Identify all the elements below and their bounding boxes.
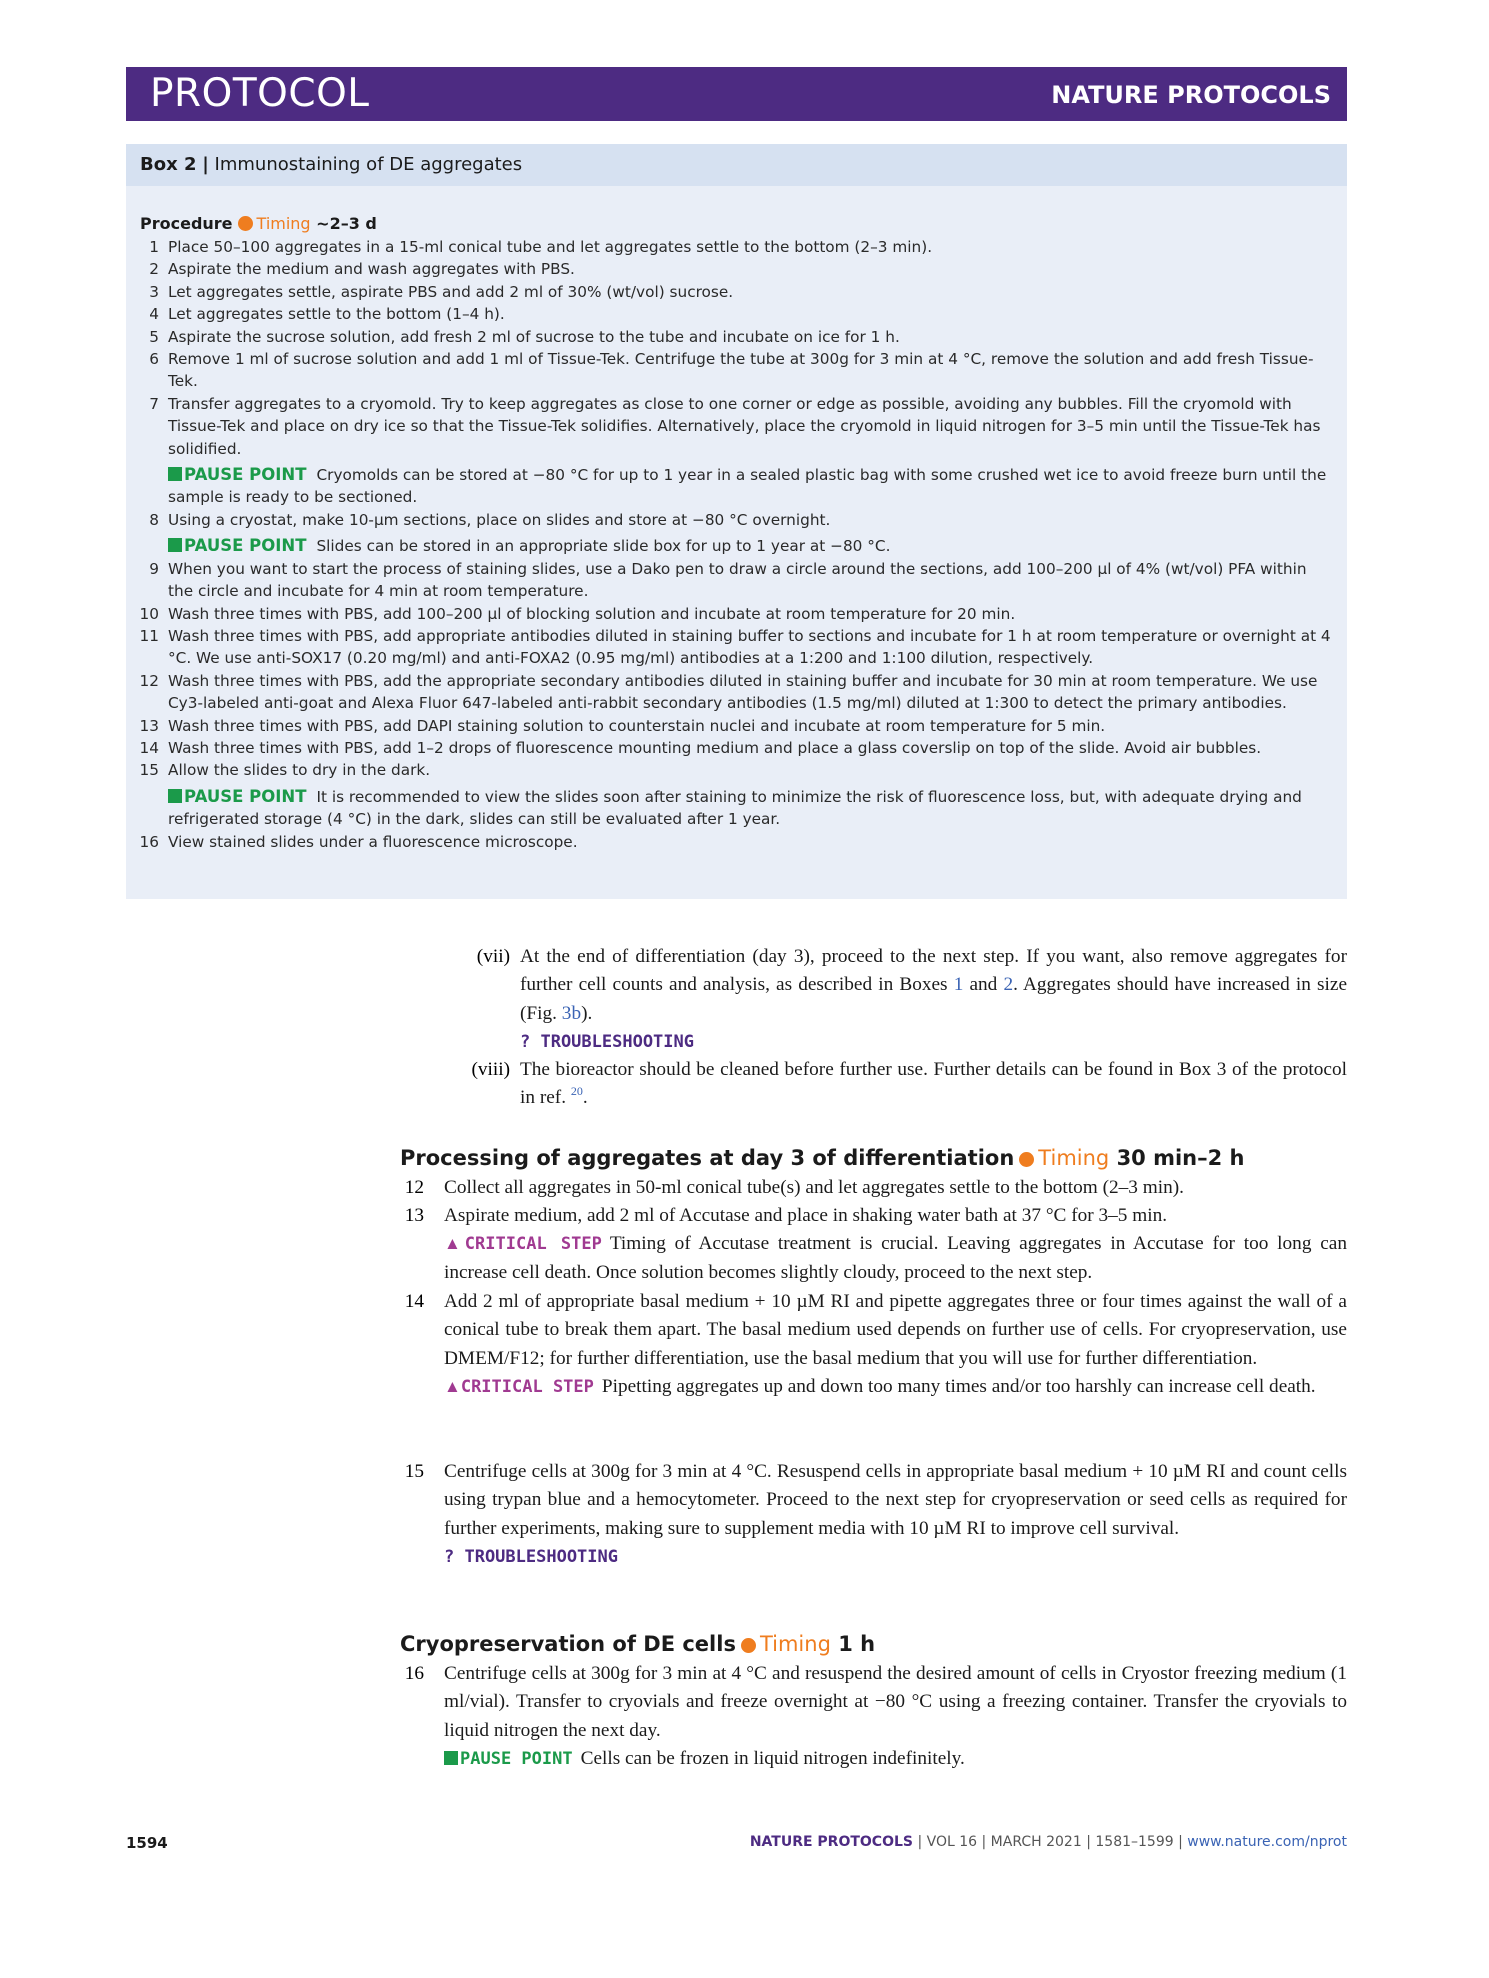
substep-number: (viii) xyxy=(471,1059,510,1080)
box-step xyxy=(126,759,1347,781)
pause-label: PAUSE POINT xyxy=(184,536,307,556)
timing-value: 1 h xyxy=(838,1632,876,1656)
step-number: 15 xyxy=(139,761,159,780)
substep-text: . xyxy=(582,1087,588,1109)
box-2 xyxy=(126,144,1347,899)
pause-point xyxy=(126,464,1347,509)
step-number: 6 xyxy=(149,350,159,369)
step-text: Let aggregates settle to the bottom (1–4 h). xyxy=(168,305,505,324)
box-steps xyxy=(126,236,1347,853)
page-number: 1594 xyxy=(126,1834,168,1852)
step-text: Add 2 ml of appropriate basal medium + 10 µM RI and pipette aggregates three or four times against the wall of a conical tube to break them apart. The basal medium used depends on further use of cells. For cryopreservation, use DMEM/F12; for further differentiation, use the basal medium that you will use for further differentiation. xyxy=(444,1291,1347,1369)
step-number: 1 xyxy=(149,238,159,256)
step-text: Remove 1 ml of sucrose solution and add 1 ml of Tissue-Tek. Centrifuge the tube at 300g for 3 min at 4 °C, remove the solution and add fresh Tissue-Tek. xyxy=(168,350,1314,391)
pause-point xyxy=(126,786,1347,831)
step-13 xyxy=(444,1202,1347,1287)
box-ref-link[interactable]: 1 xyxy=(953,974,964,996)
step-text: Centrifuge cells at 300g for 3 min at 4 °C and resuspend the desired amount of cells in Cryostor freezing medium (1 ml/vial). Transfer to cryovials and freeze overnight at −80 °C using a freezing container. Transfer the cryovials to liquid nitrogen the next day. xyxy=(444,1663,1347,1741)
pause-label: PAUSE POINT xyxy=(460,1748,573,1769)
critical-triangle-icon: ▲ xyxy=(444,1376,461,1396)
footer-sep: | xyxy=(1178,1834,1183,1850)
substep-text: ). xyxy=(581,1002,593,1024)
page-header xyxy=(126,67,1347,121)
step-number: 3 xyxy=(149,282,159,301)
pause-text: It is recommended to view the slides soon after staining to minimize the risk of fluorescence loss, but, with adequate drying and refrigerated storage (4 °C) in the dark, slides can still be evaluated after 1 year. xyxy=(168,787,1302,829)
step-12: Collect all aggregates in 50-ml conical tube(s) and let aggregates settle to the bottom (2–3 min). xyxy=(444,1177,1184,1198)
substep-number: (vii) xyxy=(476,946,510,967)
footer-sep: | xyxy=(917,1834,923,1850)
step-number: 11 xyxy=(139,626,159,645)
section-heading xyxy=(400,1631,875,1657)
box-step xyxy=(126,831,1347,853)
pause-square-icon xyxy=(168,789,182,803)
step-text: Wash three times with PBS, add appropriate antibodies diluted in staining buffer to sections and incubate for 1 h at room temperature or overnight at 4 °C. We use anti-SOX17 (0.20 mg/ml) and anti-FOXA2 (0.95 mg/ml) antibodies at a 1:200 and 1:100 dilution, respectively. xyxy=(168,626,1331,668)
step-number: 7 xyxy=(149,394,159,413)
box-title-sep: | xyxy=(202,154,209,175)
pause-text: Slides can be stored in an appropriate slide box for up to 1 year at −80 °C. xyxy=(316,537,891,556)
timing-label: Timing xyxy=(1038,1146,1110,1170)
pause-text: Cells can be frozen in liquid nitrogen indefinitely. xyxy=(580,1747,965,1769)
timing-label: Timing xyxy=(759,1632,831,1656)
procedure-label: Procedure xyxy=(140,214,233,233)
step-number: 12 xyxy=(139,671,159,690)
step-text: Wash three times with PBS, add DAPI staining solution to counterstain nuclei and incubate at room temperature for 5 min. xyxy=(168,716,1106,735)
step-text: Aspirate the sucrose solution, add fresh 2 ml of sucrose to the tube and incubate on ice for 1 h. xyxy=(168,327,900,346)
pause-point xyxy=(126,535,1347,557)
box-step xyxy=(126,348,1347,393)
footer-citation xyxy=(750,1834,1347,1850)
footer-sep: | xyxy=(1086,1834,1091,1850)
box-label: Box 2 xyxy=(140,154,197,175)
footer-pages: 1581–1599 xyxy=(1095,1834,1174,1850)
footer-url-link[interactable]: www.nature.com/nprot xyxy=(1187,1834,1347,1850)
timing-value: ~2–3 d xyxy=(316,214,377,233)
step-number: 16 xyxy=(139,832,159,851)
critical-label: CRITICAL STEP xyxy=(464,1234,602,1255)
pause-square-icon xyxy=(168,467,182,481)
step-15 xyxy=(444,1458,1347,1571)
box-step xyxy=(126,509,1347,531)
substep-viii xyxy=(520,1056,1347,1113)
substep-text: At the end of differentiation (day 3), proceed to the next step. If you want, also remove aggregates for further cell counts and analysis, as described in Boxes xyxy=(520,946,1347,996)
step-number: 5 xyxy=(149,327,159,346)
step-text: Let aggregates settle, aspirate PBS and add 2 ml of 30% (wt/vol) sucrose. xyxy=(168,282,734,301)
timing-label: Timing xyxy=(256,214,311,233)
substep-text: . Aggregates should have increased in size (Fig. xyxy=(520,974,1348,1024)
box-title xyxy=(126,144,1347,186)
critical-text: Pipetting aggregates up and down too many times and/or too harshly can increase cell death. xyxy=(601,1375,1316,1397)
step-16 xyxy=(444,1660,1347,1773)
section-heading xyxy=(400,1145,1245,1171)
box-step xyxy=(126,715,1347,737)
step-text: Wash three times with PBS, add the appropriate secondary antibodies diluted in staining buffer and incubate for 30 min at room temperature. We use Cy3-labeled anti-goat and Alexa Fluor 647-labeled anti-rabbit secondary antibodies (1.5 mg/ml) diluted at 1:300 to detect the primary antibodies. xyxy=(168,671,1318,713)
step-number: 14 xyxy=(139,738,159,757)
box-step xyxy=(126,558,1347,603)
step-text: Transfer aggregates to a cryomold. Try to keep aggregates as close to one corner or edge as possible, avoiding any bubbles. Fill the cryomold with Tissue-Tek and place on dry ice so that the Tissue-Tek solidifies. Alternatively, place the cryomold in liquid nitrogen for 3–5 min until the Tissue-Tek has solidified. xyxy=(168,394,1321,458)
box-step xyxy=(126,236,1347,258)
timing-dot-icon xyxy=(741,1638,756,1653)
step-number: 9 xyxy=(149,559,159,578)
troubleshooting-label: ? TROUBLESHOOTING xyxy=(520,1031,694,1052)
box-ref-link[interactable]: 2 xyxy=(1003,974,1014,996)
step-number: 8 xyxy=(149,510,159,529)
pause-square-icon xyxy=(444,1751,458,1765)
critical-label: CRITICAL STEP xyxy=(460,1376,594,1397)
step-number: 13 xyxy=(404,1205,424,1226)
footer-journal: NATURE PROTOCOLS xyxy=(749,1834,913,1850)
critical-text: Timing of Accutase treatment is crucial. Leaving aggregates in Accutase for too long can increase cell death. Once solution becomes slightly cloudy, proceed to the next step. xyxy=(444,1233,1347,1283)
troubleshooting-label: ? TROUBLESHOOTING xyxy=(444,1546,618,1567)
step-text: Centrifuge cells at 300g for 3 min at 4 °C. Resuspend cells in appropriate basal medium + 10 µM RI and count cells using trypan blue and a hemocytometer. Proceed to the next step for cryopreservation or seed cells as required for further experiments, making sure to supplement media with 10 µM RI to improve cell survival. xyxy=(444,1461,1347,1539)
timing-dot-icon xyxy=(238,216,253,231)
step-text: Using a cryostat, make 10-µm sections, place on slides and store at −80 °C overnight. xyxy=(168,510,831,529)
timing-value: 30 min–2 h xyxy=(1116,1146,1245,1170)
citation-ref-link[interactable]: 20 xyxy=(570,1084,583,1099)
substep-text: and xyxy=(969,974,998,996)
step-14 xyxy=(444,1288,1347,1401)
step-number: 2 xyxy=(149,260,159,279)
step-text: Wash three times with PBS, add 100–200 µl of blocking solution and incubate at room temperature for 20 min. xyxy=(168,604,1016,623)
box-step xyxy=(126,303,1347,325)
box-step xyxy=(126,603,1347,625)
step-text: Wash three times with PBS, add 1–2 drops of fluorescence mounting medium and place a glass coverslip on top of the slide. Avoid air bubbles. xyxy=(168,738,1262,757)
step-number: 12 xyxy=(404,1177,424,1198)
box-step xyxy=(126,281,1347,303)
pause-text: Cryomolds can be stored at −80 °C for up to 1 year in a sealed plastic bag with some crushed wet ice to avoid freeze burn until the sample is ready to be sectioned. xyxy=(168,466,1327,507)
box-step xyxy=(126,393,1347,460)
box-title-text: Immunostaining of DE aggregates xyxy=(214,154,523,175)
section-label: PROTOCOL xyxy=(150,71,370,116)
pause-label: PAUSE POINT xyxy=(184,465,307,485)
step-text: Aspirate medium, add 2 ml of Accutase and place in shaking water bath at 37 °C for 3–5 min. xyxy=(444,1205,1168,1226)
figure-ref-link[interactable]: 3b xyxy=(561,1002,582,1024)
procedure-heading xyxy=(140,214,377,234)
box-step xyxy=(126,670,1347,715)
step-number: 4 xyxy=(149,305,159,324)
footer-sep: | xyxy=(981,1834,987,1850)
step-number: 10 xyxy=(139,604,159,623)
substep-text: The bioreactor should be cleaned before further use. Further details can be found in Box 3 of the protocol in ref. xyxy=(520,1059,1347,1109)
journal-name: NATURE PROTOCOLS xyxy=(1051,81,1331,109)
box-step xyxy=(126,258,1347,280)
footer-volume: VOL 16 xyxy=(926,1834,978,1850)
section-title: Cryopreservation of DE cells xyxy=(400,1632,736,1656)
pause-label: PAUSE POINT xyxy=(184,786,307,806)
timing-dot-icon xyxy=(1019,1152,1034,1167)
step-number: 13 xyxy=(139,716,159,735)
step-number: 14 xyxy=(404,1291,424,1312)
section-title: Processing of aggregates at day 3 of differentiation xyxy=(400,1146,1015,1170)
box-step xyxy=(126,326,1347,348)
step-number: 16 xyxy=(404,1663,424,1684)
box-step xyxy=(126,737,1347,759)
critical-triangle-icon: ▲ xyxy=(444,1234,465,1254)
step-text: Aspirate the medium and wash aggregates with PBS. xyxy=(168,260,575,279)
step-text: Allow the slides to dry in the dark. xyxy=(168,761,431,780)
step-number: 15 xyxy=(404,1461,424,1482)
step-text: View stained slides under a fluorescence microscope. xyxy=(168,832,578,851)
pause-square-icon xyxy=(168,538,182,552)
box-step xyxy=(126,625,1347,670)
step-text: Place 50–100 aggregates in a 15-ml conical tube and let aggregates settle to the bottom (2–3 min). xyxy=(168,238,933,256)
step-text: When you want to start the process of staining slides, use a Dako pen to draw a circle around the sections, add 100–200 µl of 4% (wt/vol) PFA within the circle and incubate for 4 min at room temperature. xyxy=(168,559,1307,601)
footer-date: MARCH 2021 xyxy=(990,1834,1082,1850)
substep-vii xyxy=(520,943,1347,1056)
